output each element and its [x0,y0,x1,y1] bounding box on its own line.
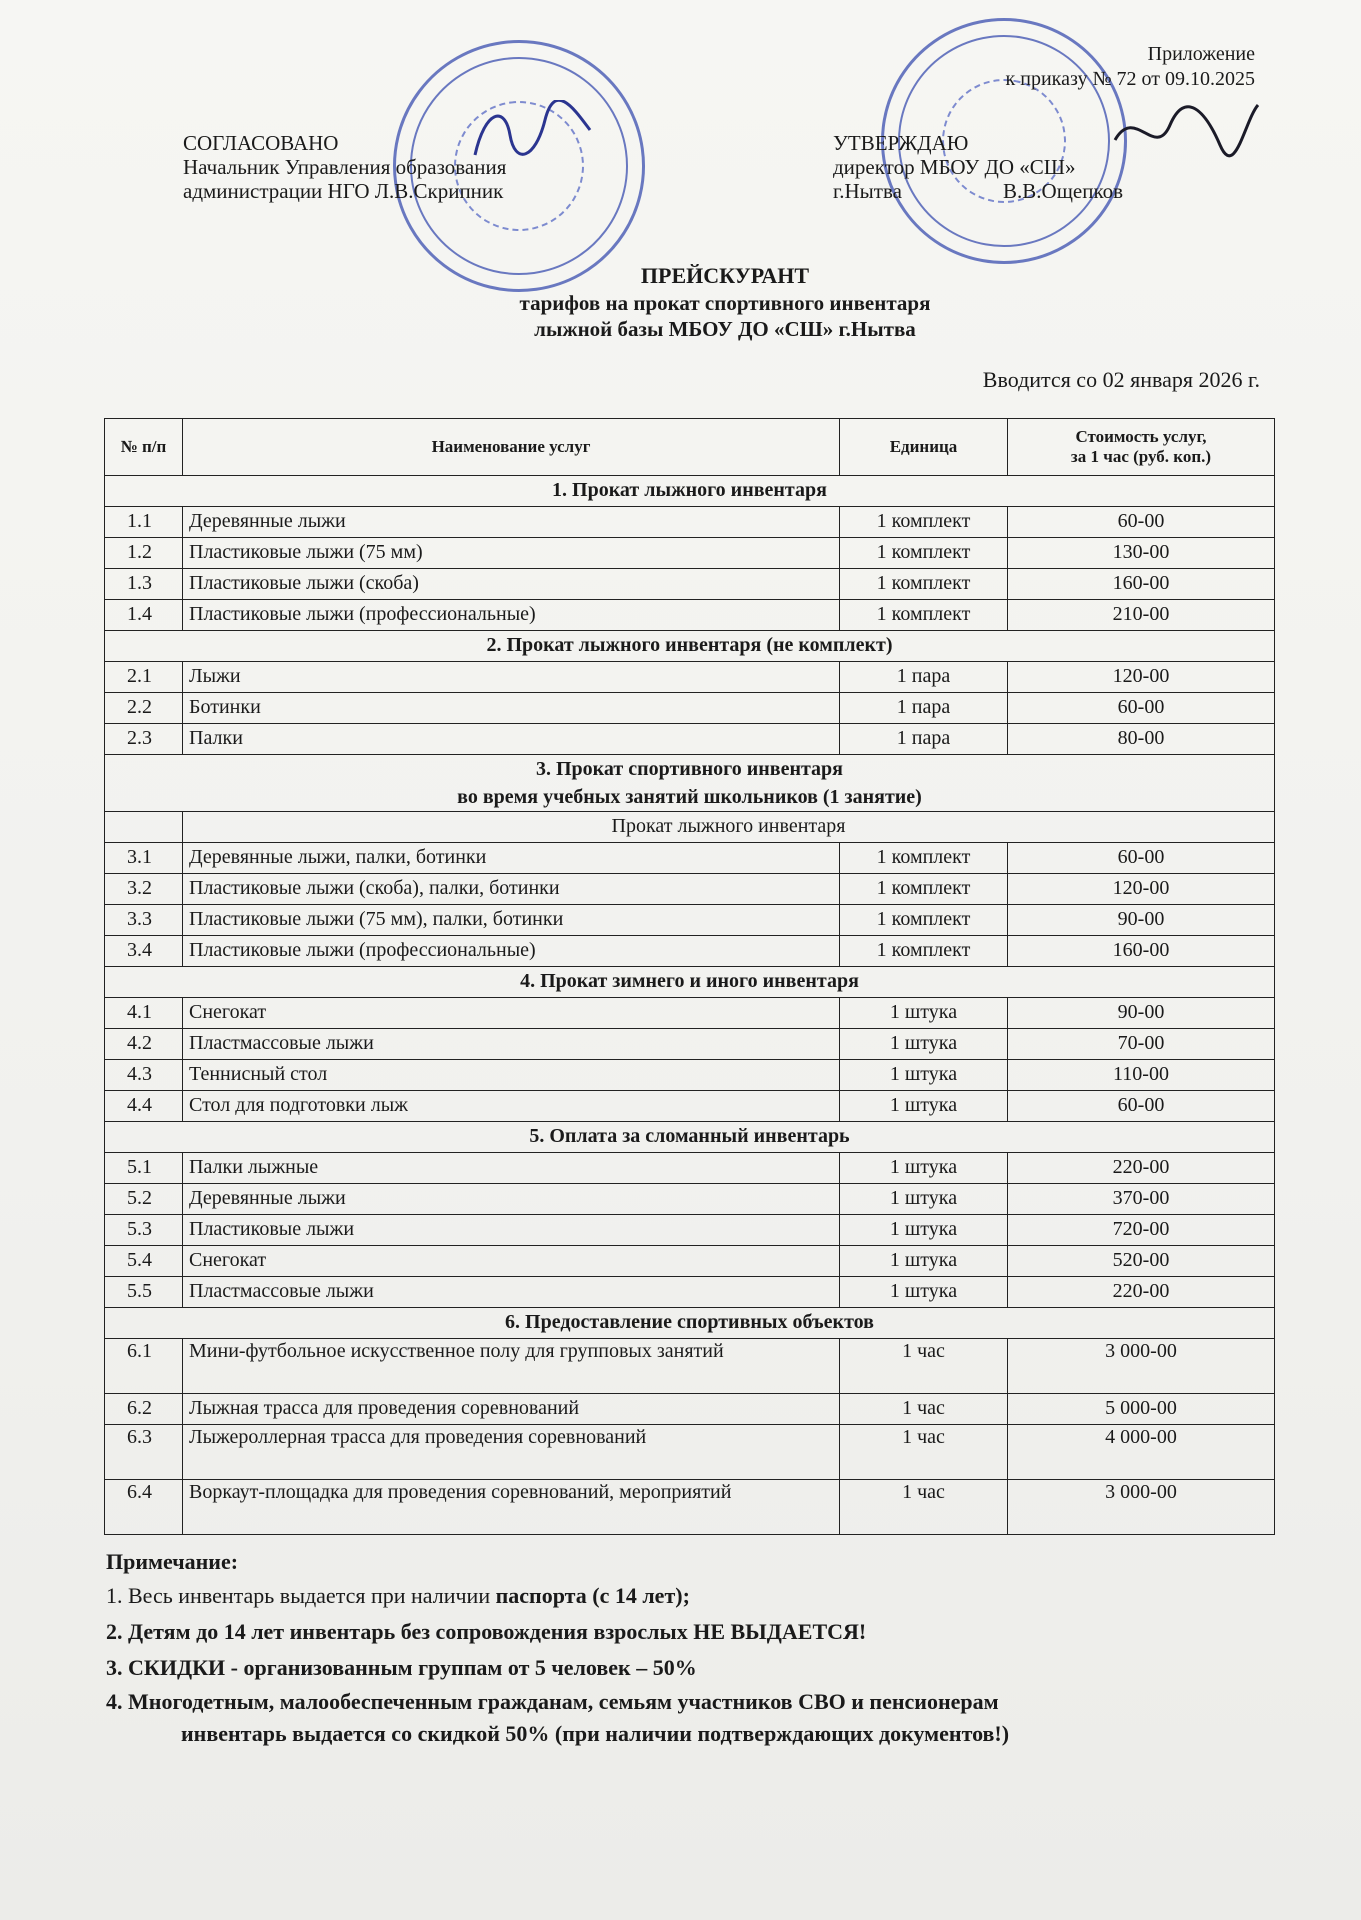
section-title-line-1: 3. Прокат спортивного инвентаря [536,758,843,780]
approved-block [833,131,1213,203]
subheading-empty-cell [105,812,183,843]
section-title: 6. Предоставление спортивных объектов [105,1308,1275,1339]
section-header-row [105,476,1275,507]
unit-cell: 1 пара [840,693,1008,724]
annex-line-1: Приложение [1147,43,1255,65]
service-name: Пластиковые лыжи (профессиональные) [183,936,840,967]
unit-cell: 1 пара [840,662,1008,693]
price-cell: 220-00 [1008,1277,1275,1308]
row-number: 6.2 [105,1394,183,1425]
note-4 [106,1686,1274,1750]
row-number: 2.3 [105,724,183,755]
unit-cell: 1 штука [840,1215,1008,1246]
unit-cell: 1 штука [840,1184,1008,1215]
table-row [105,905,1275,936]
service-name: Пластиковые лыжи (скоба), палки, ботинки [183,874,840,905]
price-cell: 90-00 [1008,998,1275,1029]
agreed-block [183,131,603,203]
table-row [105,1394,1275,1425]
table-row [105,1246,1275,1277]
price-cell: 120-00 [1008,874,1275,905]
title-line-3: лыжной базы МБОУ ДО «СШ» г.Нытва [534,317,916,341]
row-number: 1.4 [105,600,183,631]
unit-cell: 1 пара [840,724,1008,755]
price-cell: 120-00 [1008,662,1275,693]
price-cell: 60-00 [1008,507,1275,538]
header-price [1008,419,1275,476]
section-subheading-row [105,812,1275,843]
row-number: 2.2 [105,693,183,724]
title-line-2: тарифов на прокат спортивного инвентаря [519,291,931,315]
unit-cell: 1 штука [840,1246,1008,1277]
table-body [105,476,1275,1535]
price-table [104,418,1275,1535]
note-2: 2. Детям до 14 лет инвентарь без сопровождения взрослых НЕ ВЫДАЕТСЯ! [106,1619,867,1644]
table-row [105,936,1275,967]
row-number: 5.3 [105,1215,183,1246]
service-name: Снегокат [183,1246,840,1277]
service-name: Деревянные лыжи [183,1184,840,1215]
section-header-row [105,631,1275,662]
unit-cell: 1 штука [840,998,1008,1029]
service-name: Воркаут-площадка для проведения соревнований, мероприятий [183,1480,840,1535]
header-num: № п/п [105,419,183,476]
row-number: 4.4 [105,1091,183,1122]
table-row [105,1091,1275,1122]
service-name: Пластиковые лыжи (профессиональные) [183,600,840,631]
note-1-text: 1. Весь инвентарь выдается при наличии [106,1583,496,1608]
price-cell: 70-00 [1008,1029,1275,1060]
price-cell: 160-00 [1008,936,1275,967]
unit-cell: 1 комплект [840,507,1008,538]
effective-date: Вводится со 02 января 2026 г. [982,367,1260,392]
header-unit: Единица [840,419,1008,476]
price-cell: 3 000-00 [1008,1480,1275,1535]
price-cell: 160-00 [1008,569,1275,600]
table-row [105,843,1275,874]
service-name: Лыжи [183,662,840,693]
row-number: 3.3 [105,905,183,936]
header-name: Наименование услуг [183,419,840,476]
service-name: Лыжероллерная трасса для проведения соревнований [183,1425,840,1480]
row-number: 2.1 [105,662,183,693]
service-name: Пластмассовые лыжи [183,1029,840,1060]
row-number: 1.3 [105,569,183,600]
row-number: 5.5 [105,1277,183,1308]
approved-line-2 [833,179,1213,203]
price-cell: 110-00 [1008,1060,1275,1091]
document-title [300,262,1150,342]
price-cell: 60-00 [1008,693,1275,724]
service-name: Теннисный стол [183,1060,840,1091]
agreed-line-2: администрации НГО Л.В.Скрипник [183,179,504,203]
table-row [105,538,1275,569]
table-row [105,1153,1275,1184]
row-number: 6.3 [105,1425,183,1480]
table-row [105,1277,1275,1308]
row-number: 4.3 [105,1060,183,1091]
unit-cell: 1 комплект [840,905,1008,936]
table-row [105,1029,1275,1060]
table-row [105,1060,1275,1091]
header-price-line-2: за 1 час (руб. коп.) [1070,447,1212,466]
note-1-passport: паспорта (с 14 лет); [495,1583,690,1608]
price-cell: 130-00 [1008,538,1275,569]
service-name: Снегокат [183,998,840,1029]
service-name: Мини-футбольное искусственное полу для групповых занятий [183,1339,840,1394]
service-name: Пластиковые лыжи (скоба) [183,569,840,600]
unit-cell: 1 комплект [840,600,1008,631]
unit-cell: 1 час [840,1394,1008,1425]
section-subheading: Прокат лыжного инвентаря [183,812,1275,843]
price-cell: 220-00 [1008,1153,1275,1184]
price-cell: 4 000-00 [1008,1425,1275,1480]
unit-cell: 1 час [840,1339,1008,1394]
unit-cell: 1 час [840,1480,1008,1535]
table-row [105,998,1275,1029]
section-header-row [105,755,1275,812]
unit-cell: 1 комплект [840,538,1008,569]
table-row [105,662,1275,693]
note-3: 3. СКИДКИ - организованным группам от 5 человек – 50% [106,1655,697,1680]
section-title: 2. Прокат лыжного инвентаря (не комплект) [105,631,1275,662]
row-number: 3.4 [105,936,183,967]
service-name: Ботинки [183,693,840,724]
table-row [105,1184,1275,1215]
row-number: 6.4 [105,1480,183,1535]
price-cell: 3 000-00 [1008,1339,1275,1394]
row-number: 5.2 [105,1184,183,1215]
table-row [105,569,1275,600]
note-1 [106,1578,1274,1614]
row-number: 5.1 [105,1153,183,1184]
service-name: Палки [183,724,840,755]
service-name: Пластиковые лыжи [183,1215,840,1246]
service-name: Пластмассовые лыжи [183,1277,840,1308]
service-name: Лыжная трасса для проведения соревнований [183,1394,840,1425]
note-4-line-2: инвентарь выдается со скидкой 50% (при наличии подтверждающих документов!) [181,1721,1010,1746]
unit-cell: 1 комплект [840,569,1008,600]
table-row [105,1339,1275,1394]
row-number: 3.2 [105,874,183,905]
title-main: ПРЕЙСКУРАНТ [640,263,810,288]
service-name: Пластиковые лыжи (75 мм) [183,538,840,569]
price-cell: 370-00 [1008,1184,1275,1215]
table-row [105,1215,1275,1246]
row-number: 6.1 [105,1339,183,1394]
order-annex [950,42,1255,92]
section-title-line-2: во время учебных занятий школьников (1 занятие) [457,786,922,808]
annex-line-2: к приказу № 72 от 09.10.2025 [1005,68,1255,90]
row-number: 4.2 [105,1029,183,1060]
table-row [105,507,1275,538]
unit-cell: 1 час [840,1425,1008,1480]
table-row [105,724,1275,755]
price-cell: 90-00 [1008,905,1275,936]
row-number: 1.2 [105,538,183,569]
section-title: 1. Прокат лыжного инвентаря [105,476,1275,507]
table-row [105,1425,1275,1480]
price-cell: 210-00 [1008,600,1275,631]
approved-city: г.Нытва [833,179,902,203]
price-cell: 720-00 [1008,1215,1275,1246]
row-number: 1.1 [105,507,183,538]
agreed-heading: СОГЛАСОВАНО [183,131,339,155]
unit-cell: 1 штука [840,1029,1008,1060]
section-title [105,755,1275,812]
price-cell: 5 000-00 [1008,1394,1275,1425]
price-cell: 60-00 [1008,843,1275,874]
unit-cell: 1 комплект [840,874,1008,905]
section-header-row [105,1308,1275,1339]
table-row [105,1480,1275,1535]
section-title: 5. Оплата за сломанный инвентарь [105,1122,1275,1153]
unit-cell: 1 штука [840,1060,1008,1091]
section-header-row [105,967,1275,998]
row-number: 5.4 [105,1246,183,1277]
unit-cell: 1 штука [840,1277,1008,1308]
price-cell: 80-00 [1008,724,1275,755]
approved-line-1: директор МБОУ ДО «СШ» [833,155,1076,179]
approved-heading: УТВЕРЖДАЮ [833,131,969,155]
section-title: 4. Прокат зимнего и иного инвентаря [105,967,1275,998]
table-header-row [105,419,1275,476]
service-name: Деревянные лыжи, палки, ботинки [183,843,840,874]
service-name: Стол для подготовки лыж [183,1091,840,1122]
unit-cell: 1 комплект [840,936,1008,967]
row-number: 4.1 [105,998,183,1029]
row-number: 3.1 [105,843,183,874]
notes-block [106,1546,1274,1750]
unit-cell: 1 штука [840,1153,1008,1184]
service-name: Палки лыжные [183,1153,840,1184]
unit-cell: 1 штука [840,1091,1008,1122]
note-4-line-1: 4. Многодетным, малообеспеченным гражданам, семьям участников СВО и пенсионерам [106,1689,999,1714]
section-header-row [105,1122,1275,1153]
table-row [105,874,1275,905]
service-name: Деревянные лыжи [183,507,840,538]
table-row [105,693,1275,724]
approved-name: В.В.Ощепков [1003,179,1123,203]
unit-cell: 1 комплект [840,843,1008,874]
notes-heading: Примечание: [106,1549,239,1574]
service-name: Пластиковые лыжи (75 мм), палки, ботинки [183,905,840,936]
price-cell: 520-00 [1008,1246,1275,1277]
header-price-line-1: Стоимость услуг, [1075,427,1207,446]
price-cell: 60-00 [1008,1091,1275,1122]
table-row [105,600,1275,631]
agreed-line-1: Начальник Управления образования [183,155,507,179]
